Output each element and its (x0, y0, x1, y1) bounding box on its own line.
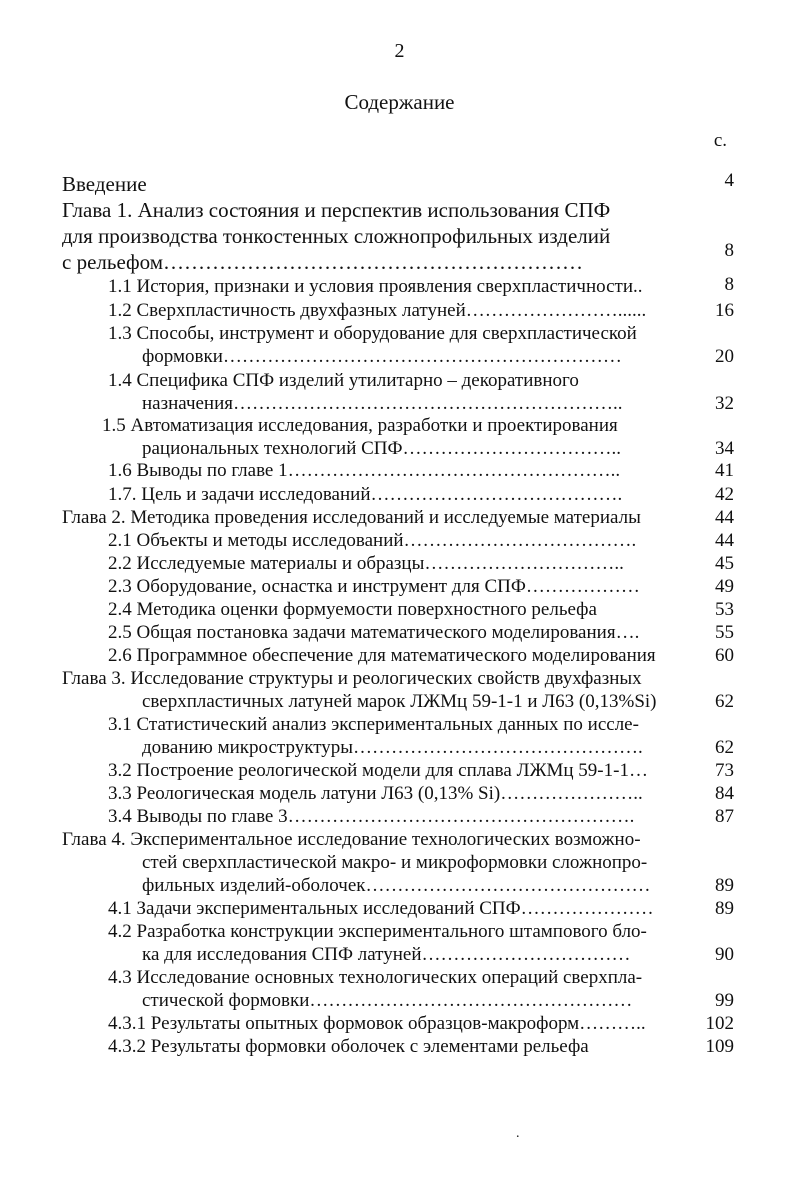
toc-entry: дованию микроструктуры………………………………………. (142, 737, 643, 758)
toc-page-number: 102 (705, 1013, 734, 1034)
toc-entry: 3.4 Выводы по главе 3………………………………………………. (108, 806, 635, 827)
toc-entry: Глава 2. Методика проведения исследований и исследуемые материалы (62, 507, 641, 528)
toc-page-number: 16 (715, 300, 734, 321)
toc-entry: 4.2 Разработка конструкции экспериментального штампового бло- (108, 921, 647, 942)
toc-entry: 2.5 Общая постановка задачи математического моделирования…. (108, 622, 640, 643)
toc-page-number: 62 (715, 737, 734, 758)
toc-page-number: 89 (715, 898, 734, 919)
toc-page-number: 53 (715, 599, 734, 620)
toc-entry: ка для исследования СПФ латуней…………………………… (142, 944, 631, 965)
toc-entry: 2.6 Программное обеспечение для математического моделирования (108, 645, 656, 666)
toc-page-number: 73 (715, 760, 734, 781)
page-column-label: с. (713, 130, 727, 151)
toc-entry: 3.3 Реологическая модель латуни Л63 (0,13% Si)………………….. (108, 783, 643, 804)
toc-page-number: 44 (715, 507, 734, 528)
toc-page-number: 55 (715, 622, 734, 643)
toc-page-number: 89 (715, 875, 734, 896)
toc-entry: Глава 4. Экспериментальное исследование технологических возможно- (62, 829, 641, 850)
toc-entry: 1.3 Способы, инструмент и оборудование для сверхпластической (108, 323, 637, 344)
toc-page-number: 45 (715, 553, 734, 574)
toc-entry: 3.1 Статистический анализ экспериментальных данных по иссле- (108, 714, 639, 735)
toc-entry: 1.7. Цель и задачи исследований…………………………………. (108, 484, 623, 505)
toc-entry: 4.3.2 Результаты формовки оболочек с элементами рельефа (108, 1036, 589, 1057)
toc-entry: рациональных технологий СПФ…………………………….. (142, 438, 622, 459)
toc-entry: фильных изделий-оболочек……………………………………… (142, 875, 651, 896)
page-title: Содержание (344, 90, 455, 114)
footer-mark: . (516, 1126, 520, 1141)
page-number: 2 (394, 40, 405, 62)
toc-page-number: 87 (715, 806, 734, 827)
toc-entry: 1.5 Автоматизация исследования, разработки и проектирования (102, 415, 618, 436)
toc-page-number: 90 (715, 944, 734, 965)
toc-page-number: 49 (715, 576, 734, 597)
toc-page-number: 8 (724, 274, 734, 295)
toc-entry: 2.1 Объекты и методы исследований………………………………. (108, 530, 637, 551)
toc-page-number: 42 (715, 484, 734, 505)
toc-entry: с рельефом…………………………………………………… (62, 250, 584, 274)
toc-entry: 4.3.1 Результаты опытных формовок образцов-макроформ……….. (108, 1013, 646, 1034)
toc-entry: назначения…………………………………………………….. (142, 393, 623, 414)
toc-page-number: 109 (705, 1036, 734, 1057)
toc-page-number: 4 (724, 170, 734, 191)
toc-entry: формовки……………………………………………………… (142, 346, 622, 367)
toc-page-number: 34 (715, 438, 734, 459)
toc-entry: Глава 3. Исследование структуры и реологических свойств двухфазных (62, 668, 642, 689)
toc-page-number: 60 (715, 645, 734, 666)
toc-page-number: 32 (715, 393, 734, 414)
toc-entry: 1.4 Специфика СПФ изделий утилитарно – декоративного (108, 370, 579, 391)
toc-entry: 1.6 Выводы по главе 1…………………………………………….. (108, 460, 621, 481)
toc-entry: 2.2 Исследуемые материалы и образцы………………………….. (108, 553, 624, 574)
toc-entry: Глава 1. Анализ состояния и перспектив использования СПФ (62, 198, 611, 222)
toc-entry: стей сверхпластической макро- и микроформовки сложнопро- (142, 852, 648, 873)
toc-page-number: 84 (715, 783, 734, 804)
toc-entry: 4.1 Задачи экспериментальных исследований СПФ………………… (108, 898, 654, 919)
toc-page-number: 62 (715, 691, 734, 712)
toc-page-number: 41 (715, 460, 734, 481)
toc-page-number: 44 (715, 530, 734, 551)
toc-entry: 2.4 Методика оценки формуемости поверхностного рельефа (108, 599, 597, 620)
toc-entry: 4.3 Исследование основных технологических операций сверхпла- (108, 967, 643, 988)
toc-entry: стической формовки…………………………………………… (142, 990, 633, 1011)
toc-entry: 2.3 Оборудование, оснастка и инструмент для СПФ……………… (108, 576, 640, 597)
toc-entry: сверхпластичных латуней марок ЛЖМц 59-1-1 и Л63 (0,13%Si) (142, 691, 657, 712)
toc-entry: 3.2 Построение реологической модели для сплава ЛЖМц 59-1-1… (108, 760, 648, 781)
toc-page-number: 99 (715, 990, 734, 1011)
toc-entry: 1.2 Сверхпластичность двухфазных латуней……………………...... (108, 300, 647, 321)
toc-entry: для производства тонкостенных сложнопрофильных изделий (62, 224, 611, 248)
toc-entry: 1.1 История, признаки и условия проявления сверхпластичности.. (108, 276, 643, 297)
toc-page-number: 8 (724, 240, 734, 261)
toc-entry: Введение (62, 172, 147, 196)
toc-page-number: 20 (715, 346, 734, 367)
